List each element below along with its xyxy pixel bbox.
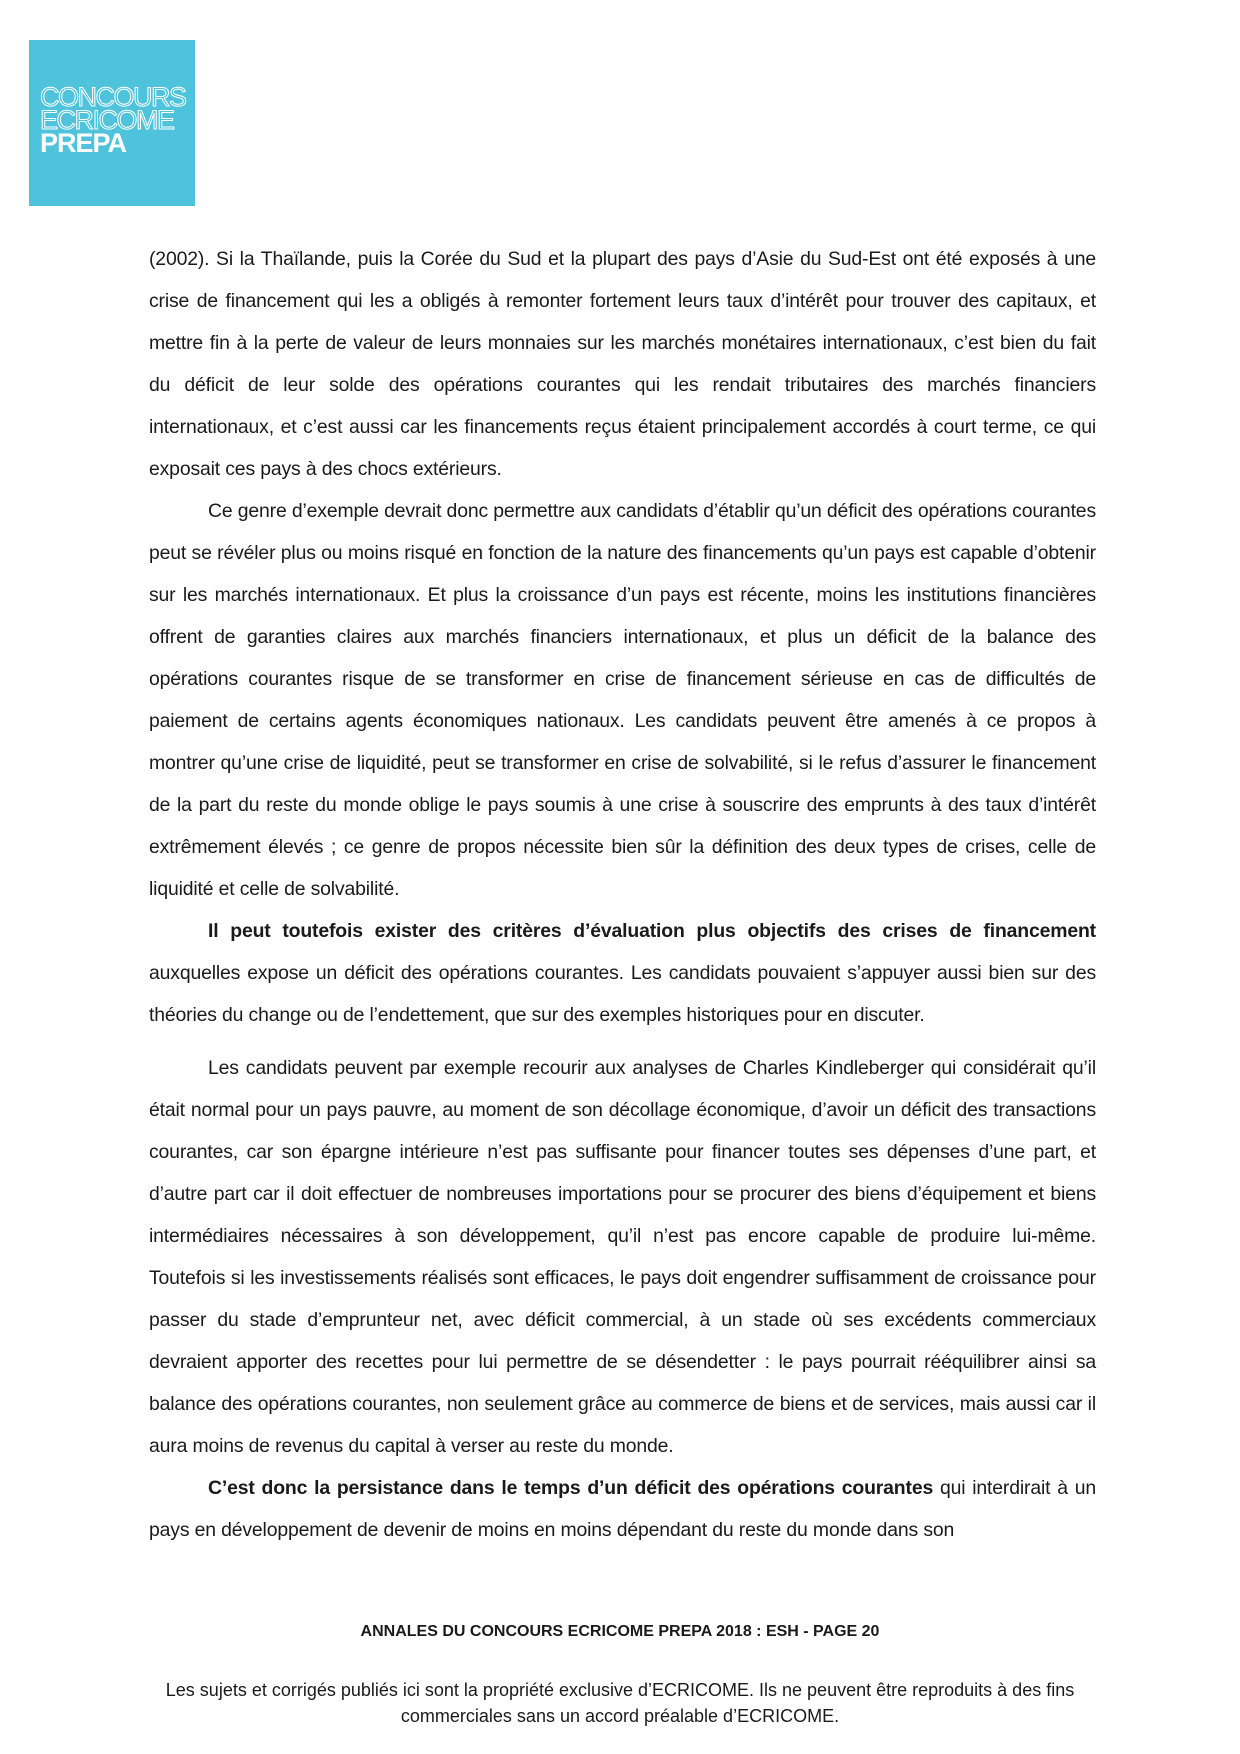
paragraph-bold-lead: Il peut toutefois exister des critères d’évaluation plus objectifs des crises de financement (208, 920, 1096, 942)
paragraph-3 (149, 910, 1096, 1036)
paragraph-5 (149, 1467, 1096, 1551)
ecricome-logo (29, 40, 195, 206)
paragraph-text: auxquelles expose un déficit des opérations courantes. Les candidats pouvaient s’appuyer aussi bien sur des théories du change ou de l’endettement, que sur des exemples historiques pour en discuter. (149, 962, 1096, 1026)
logo-line-concours: CONCOURS (40, 82, 186, 112)
paragraph-bold-lead: C’est donc la persistance dans le temps d’un déficit des opérations courantes (208, 1477, 934, 1499)
paragraph-1 (149, 238, 1096, 490)
paragraph-text: Les candidats peuvent par exemple recourir aux analyses de Charles Kindleberger qui considérait qu’il était normal pour un pays pauvre, au moment de son décollage économique, d’avoir un déficit des transactions courantes, car son épargne intérieure n’est pas suffisante pour financer toutes ses dépenses d’une part, et d’autre part car il doit effectuer de nombreuses importations pour se procurer des biens d’équipement et biens intermédiaires nécessaires à son développement, qu’il n’est pas encore capable de produire lui-même. Toutefois si les investissements réalisés sont efficaces, le pays doit engendrer suffisamment de croissance pour passer du stade d’emprunteur net, avec déficit commercial, à un stade où ses excédents commerciaux devraient apporter des recettes pour lui permettre de se désendetter : le pays pourrait rééquilibrer ainsi sa balance des opérations courantes, non seulement grâce au commerce de biens et de services, mais aussi car il aura moins de revenus du capital à verser au reste du monde. (149, 1057, 1096, 1457)
paragraph-text: qui interdirait à un pays en développement de devenir de moins en moins dépendant du reste du monde dans son (149, 1477, 1096, 1541)
paragraph-4 (149, 1047, 1096, 1467)
copyright-notice: Les sujets et corrigés publiés ici sont la propriété exclusive d’ECRICOME. Ils ne peuvent être reproduits à des fins commerciales sans un accord préalable d’ECRICOME. (165, 1680, 1075, 1726)
logo-line-ecricome: ECRICOME (40, 105, 174, 135)
paragraph-text: Ce genre d’exemple devrait donc permettre aux candidats d’établir qu’un déficit des opérations courantes peut se révéler plus ou moins risqué en fonction de la nature des financements qu’un pays est capable d’obtenir sur les marchés internationaux. Et plus la croissance d’un pays est récente, moins les institutions financières offrent de garanties claires aux marchés financiers internationaux, et plus un déficit de la balance des opérations courantes risque de se transformer en crise de financement sérieuse en cas de difficultés de paiement de certains agents économiques nationaux. Les candidats peuvent être amenés à ce propos à montrer qu’une crise de liquidité, peut se transformer en crise de solvabilité, si le refus d’assurer le financement de la part du reste du monde oblige le pays soumis à une crise à souscrire des emprunts à des taux d’intérêt extrêmement élevés ; ce genre de propos nécessite bien sûr la définition des deux types de crises, celle de liquidité et celle de solvabilité. (149, 500, 1096, 900)
page-footer-title: ANNALES DU CONCOURS ECRICOME PREPA 2018 : ESH - PAGE 20 (360, 1623, 880, 1640)
paragraph-text: (2002). Si la Thaïlande, puis la Corée du Sud et la plupart des pays d’Asie du Sud-Est ont été exposés à une crise de financement qui les a obligés à remonter fortement leurs taux d’intérêt pour trouver des capitaux, et mettre fin à la perte de valeur de leurs monnaies sur les marchés monétaires internationaux, c’est bien du fait du déficit de leur solde des opérations courantes qui les rendait tributaires des marchés financiers internationaux, et c’est aussi car les financements reçus étaient principalement accordés à court terme, ce qui exposait ces pays à des chocs extérieurs. (149, 248, 1096, 480)
logo-line-prepa: PREPA (40, 128, 127, 158)
paragraph-2 (149, 490, 1096, 910)
document-body (149, 238, 1096, 1551)
